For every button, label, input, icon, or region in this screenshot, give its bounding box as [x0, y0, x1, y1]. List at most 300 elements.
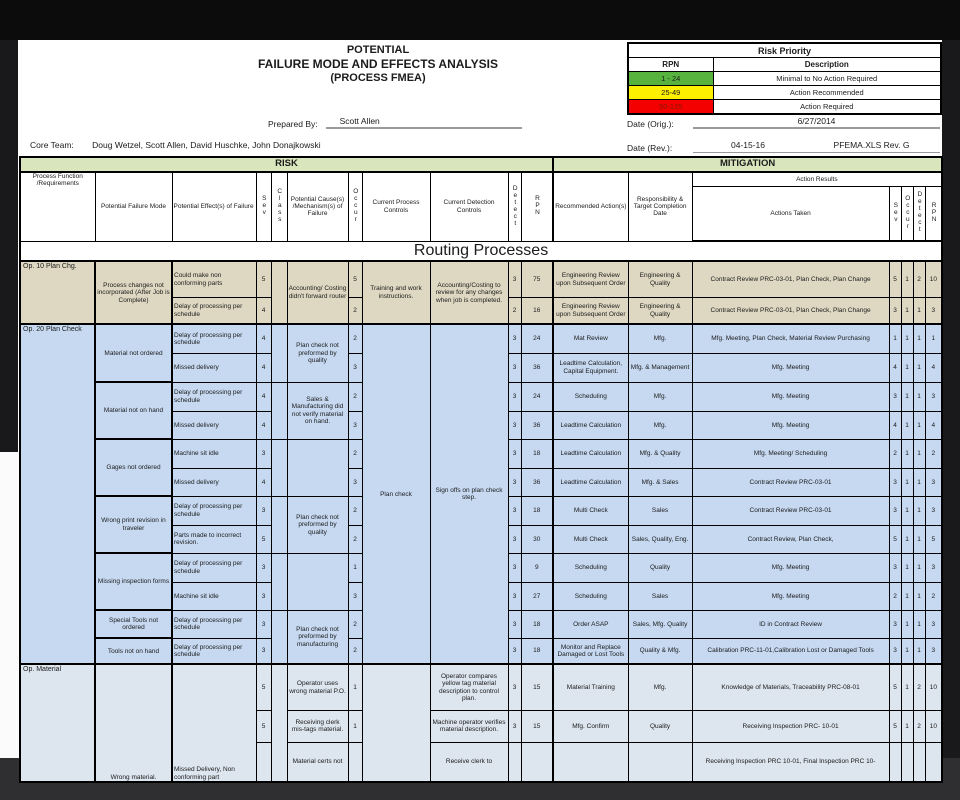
- occur-cell: [348, 742, 362, 782]
- top-letterbox-bar: [0, 0, 960, 40]
- result-rpn-cell: 4: [925, 353, 942, 382]
- result-occur-cell: 1: [901, 382, 913, 411]
- responsibility-cell: Quality: [628, 710, 692, 742]
- effect-cell: Machine sit idle: [172, 439, 256, 468]
- result-detect-cell: 1: [913, 582, 925, 610]
- rpn-cell: 36: [521, 411, 553, 439]
- title-line-3: (PROCESS FMEA): [330, 72, 426, 84]
- detect-cell: 3: [508, 496, 521, 525]
- sev-cell: 5: [256, 525, 271, 553]
- result-sev-cell: 5: [889, 525, 901, 553]
- recommended-cell: Multi Check: [553, 496, 628, 525]
- result-rpn-cell: 3: [925, 382, 942, 411]
- class-cell: [271, 324, 287, 382]
- sev-cell: 4: [256, 297, 271, 324]
- date-orig-value: 6/27/2014: [693, 116, 940, 129]
- col-header-class: [271, 172, 287, 241]
- prepared-by-value: Scott Allen: [326, 116, 522, 129]
- responsibility-cell: Sales: [628, 582, 692, 610]
- col-header-detect: [508, 172, 521, 241]
- effect-cell: Delay of processing per schedule: [172, 638, 256, 664]
- sev-cell: 4: [256, 353, 271, 382]
- mode-cell: Wrong material.: [95, 664, 172, 782]
- class-cell: [271, 610, 287, 664]
- prepared-by-row: [268, 116, 522, 129]
- result-rpn-cell: 4: [925, 411, 942, 439]
- sev-cell: 4: [256, 324, 271, 353]
- result-occur-cell: 1: [901, 353, 913, 382]
- result-sev-cell: 5: [889, 710, 901, 742]
- occur-cell: 2: [348, 525, 362, 553]
- legend-range-green: 1 - 24: [628, 72, 713, 86]
- sev-cell: 5: [256, 710, 271, 742]
- effect-cell: Delay of processing per schedule: [172, 324, 256, 353]
- occur-cell: 2: [348, 297, 362, 324]
- effect-cell: Delay of processing per schedule: [172, 382, 256, 411]
- result-detect-cell: 1: [913, 411, 925, 439]
- legend-desc-red: Action Required: [713, 100, 941, 115]
- date-rev-label: Date (Rev.):: [627, 143, 673, 153]
- occur-cell: 2: [348, 638, 362, 664]
- left-page-margin: [0, 452, 18, 758]
- occur-cell: 2: [348, 324, 362, 353]
- legend-range-red: 50-125: [628, 100, 713, 115]
- effect-cell: Missed delivery: [172, 353, 256, 382]
- legend-range-yellow: 25-49: [628, 86, 713, 100]
- detect-cell: 3: [508, 468, 521, 496]
- col-header-action-results: Action Results: [692, 172, 942, 186]
- effect-cell: Could make non conforming parts: [172, 261, 256, 297]
- col-header-result-rpn: [925, 186, 942, 241]
- recommended-cell: Scheduling: [553, 582, 628, 610]
- detect-cell: 3: [508, 353, 521, 382]
- sev-cell: 3: [256, 638, 271, 664]
- effect-cell: Missed delivery: [172, 411, 256, 439]
- recommended-cell: Mfg. Confirm: [553, 710, 628, 742]
- occur-cell: 3: [348, 582, 362, 610]
- responsibility-cell: Quality: [628, 553, 692, 582]
- func-cell: Op. Material: [20, 664, 95, 782]
- result-detect-cell: 1: [913, 324, 925, 353]
- result-occur-cell: [901, 742, 913, 782]
- result-detect-cell: 1: [913, 496, 925, 525]
- rpn-cell: 18: [521, 439, 553, 468]
- actions-taken-cell: Mfg. Meeting/ Scheduling: [692, 439, 889, 468]
- occur-cell: 3: [348, 411, 362, 439]
- result-occur-cell: 1: [901, 297, 913, 324]
- result-sev-cell: 3: [889, 382, 901, 411]
- date-rev-values: [693, 140, 940, 153]
- result-detect-cell: 1: [913, 638, 925, 664]
- recommended-cell: Multi Check: [553, 525, 628, 553]
- result-occur-cell: 1: [901, 610, 913, 638]
- recommended-cell: Leadtime Calculation: [553, 439, 628, 468]
- legend-title: Risk Priority: [628, 43, 941, 58]
- risk-band-label: RISK: [20, 157, 553, 172]
- class-cell: [271, 439, 287, 496]
- detection-cell: Machine operator verifies material description.: [430, 710, 508, 742]
- responsibility-cell: Sales, Quality, Eng.: [628, 525, 692, 553]
- mode-cell: Gages not ordered: [95, 439, 172, 496]
- detect-cell: 3: [508, 664, 521, 710]
- actions-taken-cell: Mfg. Meeting: [692, 553, 889, 582]
- fmea-table: [19, 156, 943, 783]
- col-header-recommended-actions: Recommended Action(s): [553, 172, 628, 241]
- actions-taken-cell: Mfg. Meeting: [692, 382, 889, 411]
- actions-taken-cell: Contract Review PRC-03-01: [692, 496, 889, 525]
- rpn-cell: 15: [521, 710, 553, 742]
- detection-cell: Operator compares yellow tag material description to control plan.: [430, 664, 508, 710]
- sev-cell: 5: [256, 261, 271, 297]
- actions-taken-cell: Receiving Inspection PRC- 10-01: [692, 710, 889, 742]
- result-occur-cell: 1: [901, 710, 913, 742]
- rpn-cell: 9: [521, 553, 553, 582]
- core-team-row: [30, 140, 321, 150]
- actions-taken-cell: Contract Review PRC-03-01: [692, 468, 889, 496]
- class-vertical-label: Class: [276, 188, 284, 224]
- result-rpn-cell: 3: [925, 468, 942, 496]
- col-header-cause: Potential Cause(s) /Mechanism(s) of Failure: [287, 172, 348, 241]
- rpn-cell: 75: [521, 261, 553, 297]
- date-rev-row: [627, 140, 940, 153]
- controls-cell: [362, 664, 430, 782]
- result-rpn-cell: 3: [925, 297, 942, 324]
- rpn-cell: 27: [521, 582, 553, 610]
- result-sev-cell: 3: [889, 638, 901, 664]
- legend-col-description: Description: [713, 58, 941, 72]
- result-sev-cell: 3: [889, 610, 901, 638]
- document-title: [98, 43, 658, 85]
- responsibility-cell: Mfg.: [628, 411, 692, 439]
- responsibility-cell: Mfg.: [628, 382, 692, 411]
- col-header-rpn: [521, 172, 553, 241]
- actions-taken-cell: Mfg. Meeting: [692, 582, 889, 610]
- cause-cell: Operator uses wrong material P.O.: [287, 664, 348, 710]
- actions-taken-cell: Mfg. Meeting: [692, 411, 889, 439]
- effect-cell: Parts made to incorrect revision.: [172, 525, 256, 553]
- actions-taken-cell: Knowledge of Materials, Traceability PRC-08-01: [692, 664, 889, 710]
- result-detect-vertical-label: Detect: [916, 191, 924, 234]
- effect-cell: Delay of processing per schedule: [172, 496, 256, 525]
- recommended-cell: Scheduling: [553, 553, 628, 582]
- effect-cell: Missed Delivery, Non conforming part: [172, 664, 256, 782]
- detect-cell: 3: [508, 382, 521, 411]
- result-occur-cell: 1: [901, 664, 913, 710]
- controls-cell: Training and work instructions.: [362, 261, 430, 324]
- result-sev-cell: [889, 742, 901, 782]
- effect-cell: Missed delivery: [172, 468, 256, 496]
- result-rpn-cell: 3: [925, 496, 942, 525]
- result-rpn-cell: 2: [925, 582, 942, 610]
- col-header-responsibility: Responsibility & Target Completion Date: [628, 172, 692, 241]
- rpn-cell: 24: [521, 382, 553, 411]
- mode-cell: Material not on hand: [95, 382, 172, 439]
- col-header-effect: Potential Effect(s) of Failure: [172, 172, 256, 241]
- result-rpn-cell: 3: [925, 553, 942, 582]
- detect-cell: 3: [508, 610, 521, 638]
- sev-cell: 3: [256, 496, 271, 525]
- result-sev-cell: 2: [889, 439, 901, 468]
- occur-cell: 5: [348, 261, 362, 297]
- func-cell: Op. 20 Plan Check: [20, 324, 95, 664]
- rpn-cell: 36: [521, 353, 553, 382]
- detect-cell: 3: [508, 324, 521, 353]
- col-header-actions-taken: Actions Taken: [692, 186, 889, 241]
- responsibility-cell: Mfg. & Management: [628, 353, 692, 382]
- prepared-by-label: Prepared By:: [268, 119, 318, 129]
- mode-cell: Process changes not incorporated (After Job is Complete): [95, 261, 172, 324]
- rpn-cell: 18: [521, 610, 553, 638]
- legend-col-rpn: RPN: [628, 58, 713, 72]
- actions-taken-cell: Contract Review PRC-03-01, Plan Check, Plan Change: [692, 261, 889, 297]
- recommended-cell: Mat Review: [553, 324, 628, 353]
- responsibility-cell: Mfg. & Sales: [628, 468, 692, 496]
- controls-cell: Plan check: [362, 324, 430, 664]
- result-occur-cell: 1: [901, 638, 913, 664]
- sev-cell: 3: [256, 439, 271, 468]
- result-detect-cell: [913, 742, 925, 782]
- result-occur-cell: 1: [901, 525, 913, 553]
- cause-cell: Plan check not preformed by manufacturing: [287, 610, 348, 664]
- result-detect-cell: 1: [913, 382, 925, 411]
- result-detect-cell: 1: [913, 439, 925, 468]
- class-cell: [271, 664, 287, 782]
- class-cell: [271, 261, 287, 324]
- recommended-cell: Engineering Review upon Subsequent Order: [553, 261, 628, 297]
- date-rev-value: 04-15-16: [730, 140, 766, 150]
- result-rpn-cell: 10: [925, 710, 942, 742]
- occur-vertical-label: Occur: [352, 188, 360, 224]
- effect-cell: Delay of processing per schedule: [172, 553, 256, 582]
- fmea-document: [18, 40, 942, 781]
- result-detect-cell: 1: [913, 525, 925, 553]
- result-rpn-cell: 2: [925, 439, 942, 468]
- occur-cell: 2: [348, 382, 362, 411]
- cause-cell: Accounting/ Costing didn't forward router: [287, 261, 348, 324]
- func-cell: Op. 10 Plan Chg.: [20, 261, 95, 324]
- sev-cell: 4: [256, 411, 271, 439]
- mode-cell: Wrong print revision in traveler: [95, 496, 172, 553]
- result-detect-cell: 1: [913, 468, 925, 496]
- mitigation-band-label: MITIGATION: [553, 157, 942, 172]
- section-title-routing-processes: Routing Processes: [20, 241, 942, 261]
- result-detect-cell: 1: [913, 353, 925, 382]
- detection-cell: Accounting/Costing to review for any changes when job is completed.: [430, 261, 508, 324]
- cause-cell: Receiving clerk mis-tags material.: [287, 710, 348, 742]
- cause-cell: [287, 439, 348, 496]
- col-header-process-controls: Current Process Controls: [362, 172, 430, 241]
- result-detect-cell: 1: [913, 553, 925, 582]
- result-detect-cell: 1: [913, 297, 925, 324]
- result-rpn-cell: 10: [925, 261, 942, 297]
- rpn-cell: 16: [521, 297, 553, 324]
- detect-cell: 3: [508, 439, 521, 468]
- result-occur-cell: 1: [901, 261, 913, 297]
- result-sev-cell: 1: [889, 324, 901, 353]
- mode-cell: Tools not on hand: [95, 638, 172, 664]
- responsibility-cell: Quality & Mfg.: [628, 638, 692, 664]
- mode-cell: Missing inspection forms: [95, 553, 172, 610]
- responsibility-cell: Engineering & Quality: [628, 297, 692, 324]
- cause-cell: Sales & Manufacturing did not verify material on hand.: [287, 382, 348, 439]
- responsibility-cell: Mfg.: [628, 324, 692, 353]
- result-rpn-vertical-label: RPN: [930, 201, 938, 223]
- occur-cell: 1: [348, 710, 362, 742]
- actions-taken-cell: ID in Contract Review: [692, 610, 889, 638]
- result-sev-cell: 3: [889, 553, 901, 582]
- mode-cell: Material not ordered: [95, 324, 172, 382]
- cause-cell: Plan check not preformed by quality: [287, 324, 348, 382]
- detect-cell: 2: [508, 297, 521, 324]
- risk-priority-legend: [627, 42, 942, 115]
- recommended-cell: Order ASAP: [553, 610, 628, 638]
- result-rpn-cell: [925, 742, 942, 782]
- detect-cell: 3: [508, 553, 521, 582]
- col-header-result-sev: [889, 186, 901, 241]
- detect-cell: 3: [508, 638, 521, 664]
- detect-vertical-label: Detect: [511, 184, 519, 227]
- result-rpn-cell: 3: [925, 638, 942, 664]
- recommended-cell: [553, 742, 628, 782]
- result-sev-cell: 3: [889, 468, 901, 496]
- actions-taken-cell: Receiving Inspection PRC 10-01, Final Inspection PRC 10-: [692, 742, 889, 782]
- sev-cell: 4: [256, 468, 271, 496]
- result-sev-cell: 2: [889, 582, 901, 610]
- result-occur-cell: 1: [901, 553, 913, 582]
- col-header-result-occur: [901, 186, 913, 241]
- legend-desc-yellow: Action Recommended: [713, 86, 941, 100]
- responsibility-cell: Sales: [628, 496, 692, 525]
- actions-taken-cell: Calibration PRC-11-01,Calibration Lost or Damaged Tools: [692, 638, 889, 664]
- date-rev-file: PFEMA.XLS Rev. G: [833, 140, 910, 150]
- actions-taken-cell: Contract Review, Plan Check,: [692, 525, 889, 553]
- result-detect-cell: 1: [913, 610, 925, 638]
- result-sev-cell: 3: [889, 496, 901, 525]
- col-header-sev: [256, 172, 271, 241]
- result-sev-cell: 3: [889, 297, 901, 324]
- result-occur-cell: 1: [901, 411, 913, 439]
- core-team-value: Doug Wetzel, Scott Allen, David Huschke, John Donajkowski: [92, 140, 321, 150]
- result-sev-cell: 5: [889, 664, 901, 710]
- title-line-2: FAILURE MODE AND EFFECTS ANALYSIS: [257, 57, 499, 71]
- sev-vertical-label: Sev: [260, 195, 268, 217]
- sev-cell: 5: [256, 664, 271, 710]
- sev-cell: 3: [256, 582, 271, 610]
- occur-cell: 1: [348, 664, 362, 710]
- legend-desc-green: Minimal to No Action Required: [713, 72, 941, 86]
- result-occur-vertical-label: Occur: [904, 194, 912, 230]
- result-rpn-cell: 5: [925, 525, 942, 553]
- detection-cell: Receive clerk to: [430, 742, 508, 782]
- responsibility-cell: Engineering & Quality: [628, 261, 692, 297]
- rpn-cell: 30: [521, 525, 553, 553]
- detect-cell: 3: [508, 261, 521, 297]
- sev-cell: [256, 742, 271, 782]
- sev-cell: 3: [256, 610, 271, 638]
- detect-cell: 3: [508, 525, 521, 553]
- rpn-cell: 36: [521, 468, 553, 496]
- col-header-process-function: Process Function /Requirements: [20, 172, 95, 241]
- recommended-cell: Engineering Review upon Subsequent Order: [553, 297, 628, 324]
- detect-cell: 3: [508, 582, 521, 610]
- detection-cell: Sign offs on plan check step.: [430, 324, 508, 664]
- responsibility-cell: Mfg. & Quality: [628, 439, 692, 468]
- rpn-cell: 24: [521, 324, 553, 353]
- detect-cell: 3: [508, 411, 521, 439]
- recommended-cell: Scheduling: [553, 382, 628, 411]
- result-sev-cell: 4: [889, 353, 901, 382]
- cause-cell: [287, 553, 348, 610]
- title-line-1: POTENTIAL: [346, 44, 410, 56]
- sev-cell: 4: [256, 382, 271, 411]
- result-occur-cell: 1: [901, 324, 913, 353]
- col-header-occur: [348, 172, 362, 241]
- rpn-cell: 15: [521, 664, 553, 710]
- responsibility-cell: [628, 742, 692, 782]
- cause-cell: Plan check not preformed by quality: [287, 496, 348, 553]
- class-cell: [271, 382, 287, 439]
- result-detect-cell: 2: [913, 710, 925, 742]
- result-rpn-cell: 10: [925, 664, 942, 710]
- class-cell: [271, 553, 287, 610]
- cause-cell: Material certs not: [287, 742, 348, 782]
- recommended-cell: Leadtime Calculation: [553, 468, 628, 496]
- responsibility-cell: Sales, Mfg. Quality: [628, 610, 692, 638]
- date-orig-row: [627, 116, 940, 129]
- recommended-cell: Monitor and Replace Damaged or Lost Tools: [553, 638, 628, 664]
- result-occur-cell: 1: [901, 468, 913, 496]
- mode-cell: Special Tools not ordered: [95, 610, 172, 638]
- recommended-cell: Leadtime Calculation: [553, 411, 628, 439]
- occur-cell: 3: [348, 468, 362, 496]
- recommended-cell: Material Training: [553, 664, 628, 710]
- result-occur-cell: 1: [901, 439, 913, 468]
- actions-taken-cell: Mfg. Meeting, Plan Check, Material Review Purchasing: [692, 324, 889, 353]
- responsibility-cell: Mfg.: [628, 664, 692, 710]
- result-detect-cell: 2: [913, 261, 925, 297]
- occur-cell: 2: [348, 439, 362, 468]
- detect-cell: 3: [508, 710, 521, 742]
- class-cell: [271, 496, 287, 553]
- col-header-failure-mode: Potential Failure Mode: [95, 172, 172, 241]
- occur-cell: 2: [348, 496, 362, 525]
- result-rpn-cell: 1: [925, 324, 942, 353]
- detect-cell: [508, 742, 521, 782]
- effect-cell: Delay of processing per schedule: [172, 610, 256, 638]
- rpn-cell: 18: [521, 638, 553, 664]
- occur-cell: 1: [348, 553, 362, 582]
- result-sev-cell: 4: [889, 411, 901, 439]
- col-header-detection-controls: Current Detection Controls: [430, 172, 508, 241]
- rpn-cell: [521, 742, 553, 782]
- occur-cell: 2: [348, 610, 362, 638]
- effect-cell: Delay of processing per schedule: [172, 297, 256, 324]
- result-occur-cell: 1: [901, 496, 913, 525]
- col-header-result-detect: [913, 186, 925, 241]
- result-rpn-cell: 3: [925, 610, 942, 638]
- date-orig-label: Date (Orig.):: [627, 119, 674, 129]
- rpn-cell: 18: [521, 496, 553, 525]
- result-sev-cell: 5: [889, 261, 901, 297]
- core-team-label: Core Team:: [30, 140, 74, 150]
- result-occur-cell: 1: [901, 582, 913, 610]
- effect-cell: Machine sit idle: [172, 582, 256, 610]
- result-detect-cell: 2: [913, 664, 925, 710]
- recommended-cell: Leadtime Calculation, Capital Equipment.: [553, 353, 628, 382]
- result-sev-vertical-label: Sev: [892, 201, 900, 223]
- sev-cell: 3: [256, 553, 271, 582]
- occur-cell: 3: [348, 353, 362, 382]
